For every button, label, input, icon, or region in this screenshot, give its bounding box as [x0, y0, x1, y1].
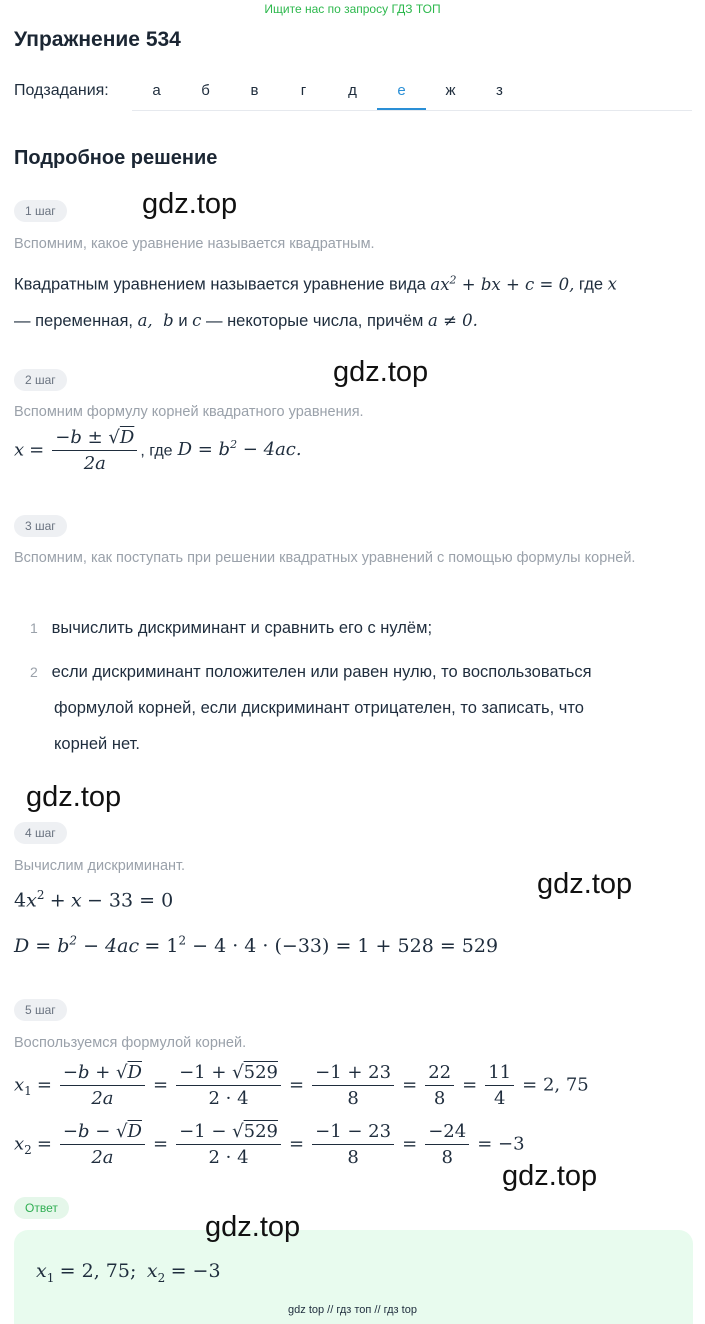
step-badge: 2 шаг [14, 369, 67, 391]
formula: $ax^2$ + bx + c = 0, [430, 273, 575, 294]
section-title: Подробное решение [14, 147, 218, 169]
list-text: вычислить дискриминант и сравнить его с нулём; [51, 619, 433, 637]
step-1-text-part: — переменная, [14, 311, 133, 330]
step-badge: 5 шаг [14, 999, 67, 1021]
root-x1: $x_1$ = $\frac{-b + √D}{2a}$ = $\frac{-1 + √529}{2 \cdot 4}$ = $\frac{-1 + 23}{8}$ = $\frac{22}{8}$ = $\frac{11}{4}$ = 2, 75 [14, 1062, 589, 1109]
tab-v[interactable]: в [250, 82, 259, 99]
step-note: Вспомним, как поступать при решении квадратных уравнений с помощью формулы корней. [14, 550, 636, 566]
step-badge: 4 шаг [14, 822, 67, 844]
formula: c [192, 310, 202, 330]
list-number: 1 [30, 620, 38, 636]
tab-e[interactable]: е [377, 74, 426, 111]
watermark: gdz.top [142, 188, 238, 220]
list-text: если дискриминант положителен или равен нулю, то воспользоваться [51, 663, 592, 681]
watermark: gdz.top [333, 356, 429, 388]
top-note: Ищите нас по запросу ГДЗ ТОП [264, 2, 441, 16]
step-badge: 3 шаг [14, 515, 67, 537]
step-1-text-part: и [178, 311, 188, 330]
answer-badge: Ответ [14, 1197, 69, 1219]
list-number: 2 [30, 664, 38, 680]
step-note: Вспомним, какое уравнение называется квадратным. [14, 236, 375, 252]
formula: a ≠ 0. [428, 310, 478, 330]
tabs-divider [132, 110, 692, 111]
watermark: gdz.top [537, 868, 633, 900]
tab-a[interactable]: а [152, 82, 161, 99]
tab-zh[interactable]: ж [445, 82, 456, 99]
list-item [30, 610, 705, 646]
page-title: Упражнение 534 [14, 28, 181, 51]
formula: a, b [137, 310, 174, 330]
step-badge: 1 шаг [14, 200, 67, 222]
watermark: gdz.top [26, 781, 122, 813]
list-text: корней нет. [54, 735, 140, 753]
tab-g[interactable]: г [300, 82, 307, 99]
tab-z[interactable]: з [496, 82, 503, 99]
list-text: формулой корней, если дискриминант отрицателен, то записать, что [54, 699, 584, 717]
tab-b[interactable]: б [201, 82, 210, 99]
root-x2: $x_2$ = $\frac{-b - √D}{2a}$ = $\frac{-1 - √529}{2 \cdot 4}$ = $\frac{-1 - 23}{8}$ = $\frac{-24}{8}$ = −3 [14, 1121, 525, 1168]
formula: x [607, 274, 617, 294]
subtasks-label: Подзадания: [14, 82, 109, 99]
watermark: gdz.top [502, 1160, 598, 1192]
subtasks-tabs [132, 74, 524, 110]
step-note: Воспользуемся формулой корней. [14, 1035, 247, 1051]
discriminant: $D = b^2 - 4ac = 1^2 - 4 \cdot 4 \cdot (-33) = 1 + 528 = 529$ [14, 934, 499, 958]
tab-d[interactable]: д [348, 82, 357, 99]
answer-formula: $x_1 = 2$, 75; $x_2 = -3$ [36, 1260, 221, 1285]
step-1-text-part: Квадратным уравнением называется уравнение вида [14, 275, 426, 294]
roots-formula: x = $\frac{-b \pm √D}{2a}$ , где $D = b^2 - 4ac$. [14, 427, 302, 474]
watermark: gdz.top [205, 1211, 301, 1243]
where-text: , где [140, 442, 173, 460]
step-1-text-part: где [578, 275, 604, 294]
step-1-text-part: — некоторые числа, причём [205, 311, 424, 330]
step-note: Вычислим дискриминант. [14, 858, 186, 874]
step-note: Вспомним формулу корней квадратного уравнения. [14, 404, 364, 420]
footer-links[interactable]: gdz top // гдз топ // гдз top [288, 1304, 417, 1316]
list-item [30, 654, 705, 762]
equation: $4x^2 + x - 33 = 0$ [14, 888, 174, 912]
step-1-text [14, 262, 694, 339]
